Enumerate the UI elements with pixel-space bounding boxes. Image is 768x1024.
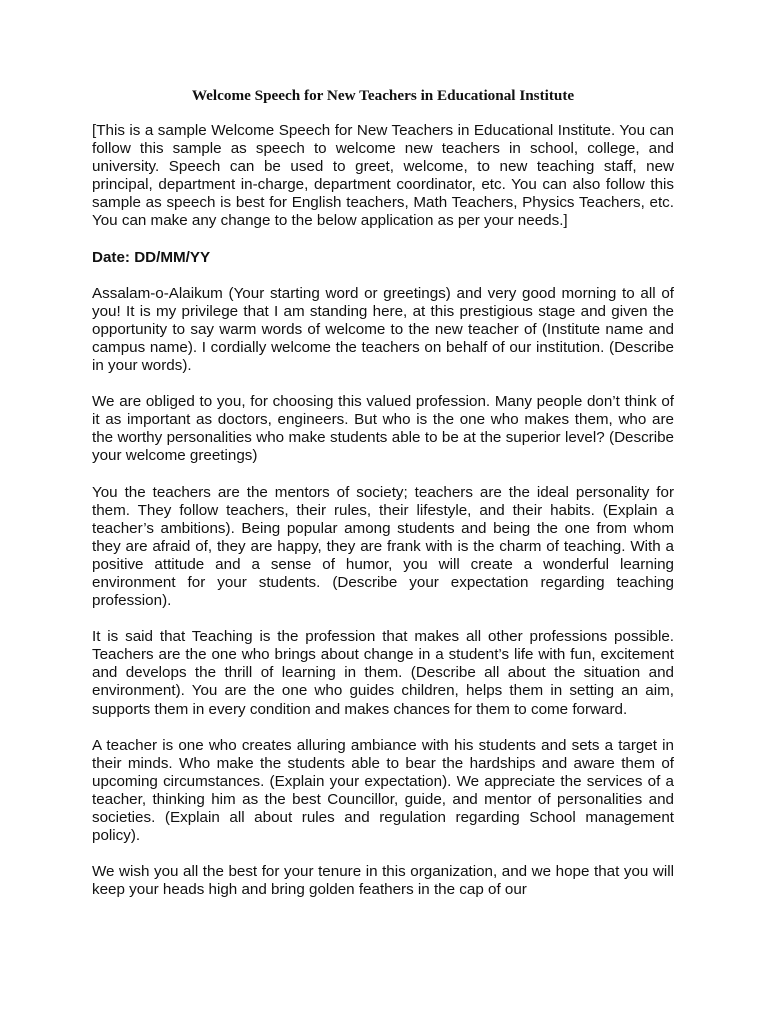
document-page — [92, 84, 674, 917]
paragraph-greeting: Assalam-o-Alaikum (Your starting word or greetings) and very good morning to all of you! It is my privilege that I am standing here, at this prestigious stage and given the opportunity to say warm words of welcome to the new teacher of (Institute name and campus name). I cordially welcome the teachers on behalf of our institution. (Describe in your words). — [92, 284, 674, 375]
paragraph-obliged: We are obliged to you, for choosing this valued profession. Many people don’t think of it as important as doctors, engineers. But who is the one who makes them, who are the worthy personalities who make students able to be at the superior level? (Describe your welcome greetings) — [92, 393, 674, 465]
date-line: Date: DD/MM/YY — [92, 248, 211, 266]
paragraph-profession: It is said that Teaching is the profession that makes all other professions possible. Teachers are the one who brings about change in a student’s life with fun, excitement and develops the thrill of learning in them. (Describe all about the situation and environment). You are the one who guides children, helps them in setting an aim, supports them in every condition and makes chances for them to come forward. — [92, 628, 674, 718]
document-title: Welcome Speech for New Teachers in Educational Institute — [191, 87, 575, 104]
paragraph-mentors: You the teachers are the mentors of society; teachers are the ideal personality for them. They follow teachers, their rules, their lifestyle, and their habits. (Explain a teacher’s ambitions). Being popular among students and being the one from whom they are afraid of, they are happy, they are frank with is the charm of teaching. With a positive attitude and a sense of humor, you will create a wonderful learning environment for your students. (Describe your expectation regarding teaching profession). — [92, 483, 674, 610]
paragraph-closing: We wish you all the best for your tenure in this organization, and we hope that you will keep your heads high and bring golden feathers in the cap of our — [92, 863, 674, 899]
paragraph-ambiance: A teacher is one who creates alluring ambiance with his students and sets a target in their minds. Who make the students able to bear the hardships and aware them of upcoming circumstances. (Explain your expectation). We appreciate the services of a teacher, thinking him as the best Councillor, guide, and mentor of personalities and societies. (Explain all about rules and regulation regarding School management policy). — [92, 736, 674, 845]
intro-paragraph: [This is a sample Welcome Speech for New Teachers in Educational Institute. You can follow this sample as speech to welcome new teachers in school, college, and university. Speech can be used to greet, welcome, to new teaching staff, new principal, department in-charge, department coordinator, etc. You can also follow this sample as speech is best for English teachers, Math Teachers, Physics Teachers, etc. You can make any change to the below application as per your needs.] — [92, 122, 674, 230]
